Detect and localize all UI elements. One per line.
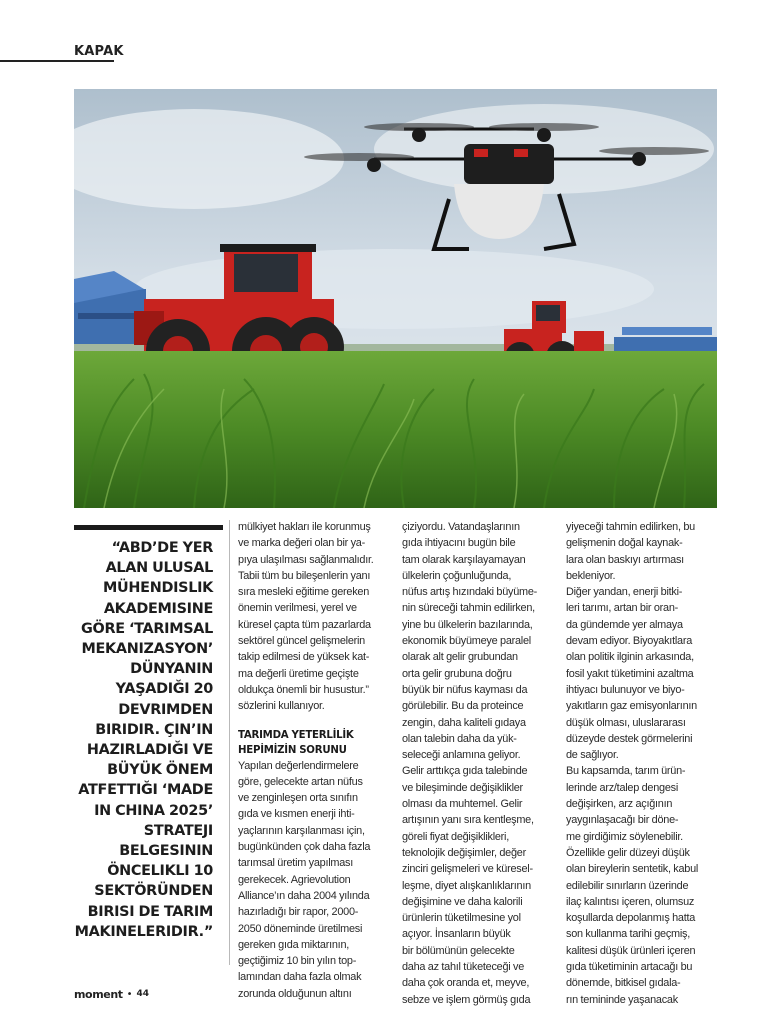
hero-photo	[74, 89, 717, 508]
section-subheading: TARIMDA YETERLİLİK HEPİMİZİN SORUNU	[238, 729, 354, 756]
blue-implement-right	[614, 327, 717, 355]
pull-quote-rule	[74, 525, 223, 530]
paragraph: Yapılan değerlendirmelere göre, gelecekte artan nüfus ve zenginleşen orta sınıfın gıda ve kısmen enerji ihti- yaçlarının karşılanması için, bugünkünden çok daha fazla tarımsal üretim yapılması gerekecek. Agrievolution Alliance’ın daha 2004 yılında hazırladığı bir rapor, 2000- 2050 döneminde üretilmesi gereken gıda miktarının, geçtiğimiz 10 bin yılın top- lamından daha fazla olmak zorunda olduğunun altını	[238, 759, 371, 1000]
pull-quote: “ABD’DE YER ALAN ULUSAL MÜHENDISLIK AKADEMISINE GÖRE ‘TARIMSAL MEKANIZASYON’ DÜNYANIN YAŞADIĞI 20 DEVRIMDEN BIRIDIR. ÇIN’IN HAZIRLADIĞI VE BÜYÜK ÖNEM ATFETTIĞI ‘MADE IN CHINA 2025’ STRATEJI BELGESININ ÖNCELIKLI 10 SEKTÖRÜNDEN BIRISI DE TARIM MAKINELERIDIR.”	[74, 540, 213, 940]
text-column-2	[402, 519, 547, 1008]
footer-separator: •	[126, 988, 133, 1000]
paragraph: mülkiyet hakları ile korunmuş ve marka değeri olan bir ya- pıya ulaşılması sağlanmalıdır. Tabii tüm bu bileşenlerin yanı sıra mesleki eğitime gereken önemin verilmesi, yerel ve küresel çapta tüm pazarlarda sektörel güncel gelişmelerin takip edilmesi de yüksek kat- ma değerli üretime geçişte oldukça önemli bir husustur.” sözlerini kullanıyor.	[238, 521, 374, 713]
page-number: 44	[136, 989, 150, 999]
grass-field	[74, 351, 717, 508]
column-divider	[229, 520, 230, 965]
brand-logo: moment	[74, 987, 123, 1001]
text-column-3	[566, 519, 711, 1008]
section-label: KAPAK	[74, 44, 124, 59]
paragraph: Diğer yandan, enerji bitki- leri tarımı, artan bir oran- da gündemde yer almaya devam ediyor. Biyoyakıtlara olan politik ilginin arkasında, fosil yakıt tüketimini azaltma ihtiyacı bulunuyor ve biyo- yakıtların gaz emisyonlarının düşük olması, uluslararası düzeyde destek görmelerini de sağlıyor.	[566, 586, 697, 762]
paragraph: Bu kapsamda, tarım ürün- lerinde arz/talep dengesi değişirken, arz açığının yaygınlaşacağı bir döne- me girdiğimiz söylenebilir. Özellikle gelir düzeyi düşük olan bireylerin sentetik, kabul edilebilir sınırların üzerinde ilaç kalıntısı içeren, olumsuz koşullarda depolanmış hatta son kullanma tarihi geçmiş, kalitesi düşük ürünleri içeren gıda tüketiminin artacağı bu dönemde, bitkisel gıdala- rın temininde yaşanacak	[566, 765, 699, 1006]
page-footer	[74, 986, 149, 1002]
paragraph: yiyeceği tahmin edilirken, bu gelişmenin doğal kaynak- lara olan baskıyı artırması bekleniyor.	[566, 521, 695, 582]
text-column-1	[238, 519, 383, 1002]
paragraph: çiziyordu. Vatandaşlarının gıda ihtiyacını bugün bile tam olarak karşılayamayan ülkelerin çoğunluğunda, nüfus artış hızındaki büyüme- nin süreceği tahmin edilirken, yine bu ülkelerin bazılarında, ekonomik büyümeye paralel olarak alt gelir grubundan orta gelir grubuna doğru büyük bir nüfus kayması da görülebilir. Bu da proteince zengin, daha kaliteli gıdaya olan talebin daha da yük- seleceği anlamına geliyor. Gelir arttıkça gıda talebinde ve bileşiminde değişiklikler olması da muhtemel. Gelir artışının yanı sıra kentleşme, göreli fiyat değişiklikleri, teknolojik değişimler, değer zinciri gelişmeleri ve küresel- leşme, diyet alışkanlıklarının değişimine ve daha kalorili ürünlerin tüketilmesine yol açıyor. İnsanların büyük bir bölümünün gelecekte daha az tahıl tüketeceği ve daha çok oranda et, meyve, sebze ve işlem görmüş gıda	[402, 521, 538, 1006]
section-rule	[0, 60, 114, 62]
